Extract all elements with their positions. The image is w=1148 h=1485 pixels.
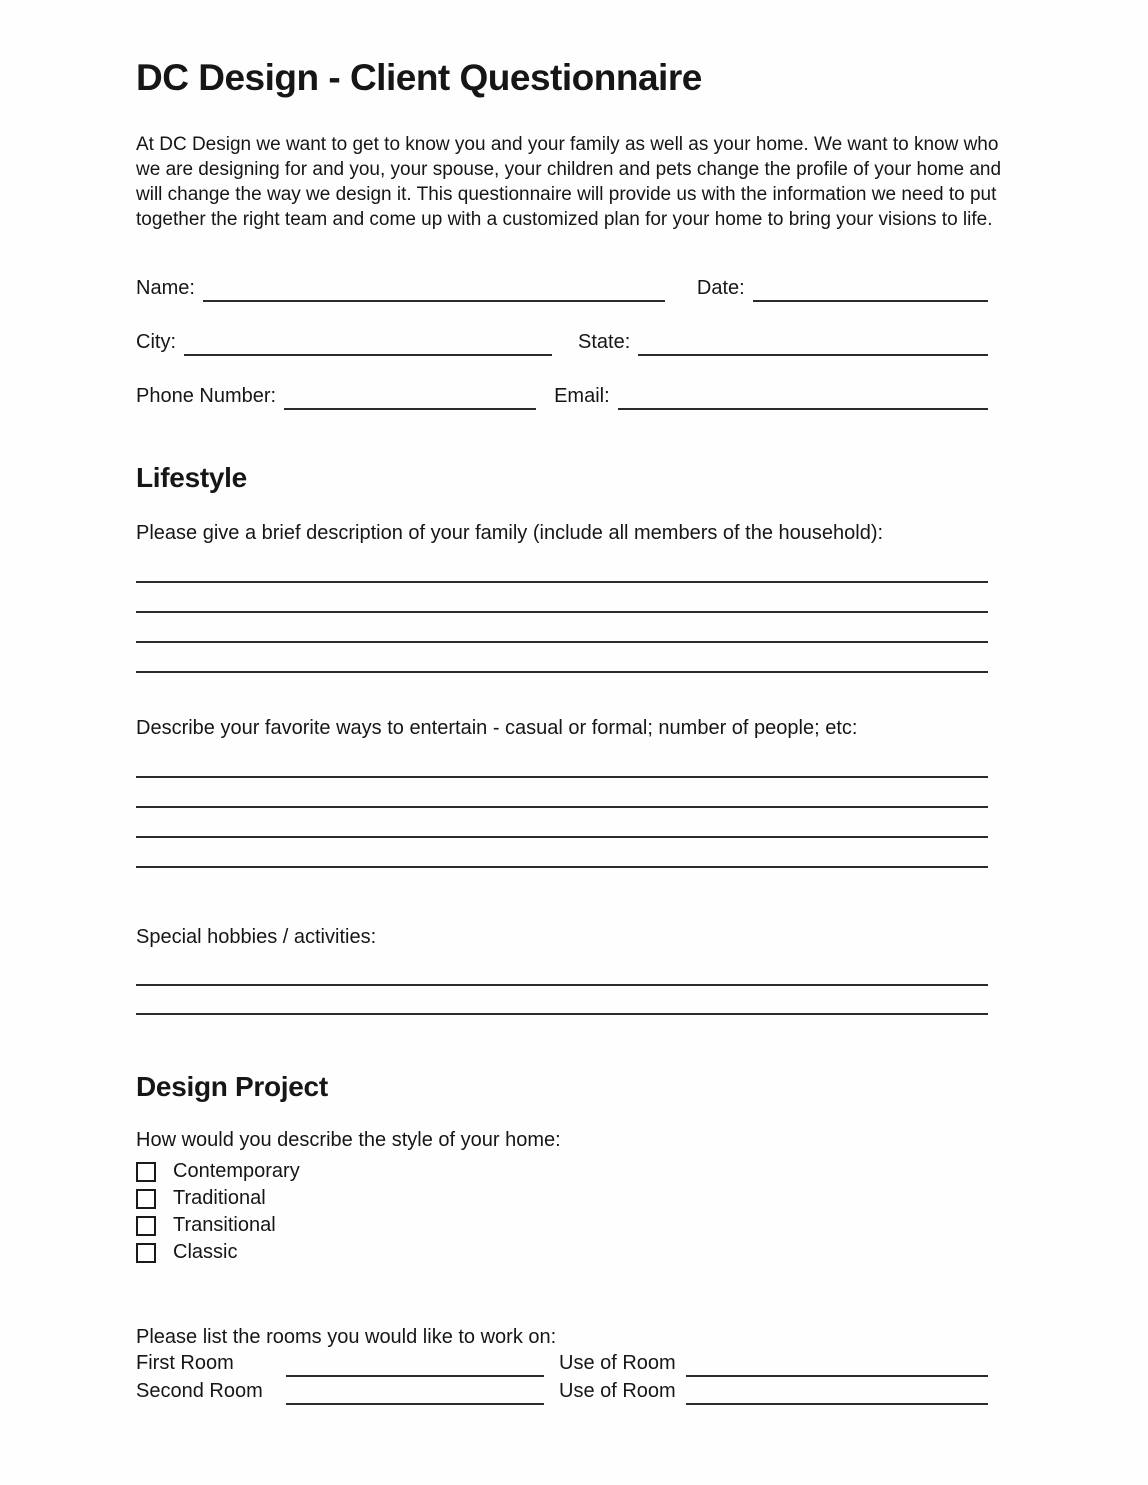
entertain-prompt: Describe your favorite ways to entertain - casual or formal; number of people; etc: (136, 717, 858, 739)
intro-line: At DC Design we want to get to know you and your family as well as your home. We want to know who (136, 134, 999, 155)
write-in-line[interactable] (136, 808, 988, 838)
write-in-line[interactable] (136, 838, 988, 868)
second-room-label: Second Room (136, 1380, 263, 1402)
write-in-line[interactable] (136, 986, 988, 1015)
write-in-line[interactable] (136, 613, 988, 643)
use-of-room-label: Use of Room (559, 1380, 676, 1402)
intro-line: will change the way we design it. This questionnaire will provide us with the information we need to put (136, 184, 997, 205)
city-label: City: (136, 331, 176, 353)
phone-email-row (136, 378, 988, 410)
entertain-lines (136, 748, 988, 868)
rooms-prompt: Please list the rooms you would like to work on: (136, 1326, 557, 1348)
email-label: Email: (554, 385, 610, 407)
date-label: Date: (696, 277, 745, 299)
style-option-label: Traditional (173, 1187, 266, 1209)
phone-field-line[interactable] (284, 378, 536, 410)
intro-line: we are designing for and you, your spouse, your children and pets change the profile of your home and (136, 159, 1002, 180)
write-in-line[interactable] (136, 553, 988, 583)
write-in-line[interactable] (136, 643, 988, 673)
name-date-row (136, 270, 988, 302)
checkbox-icon[interactable] (136, 1243, 156, 1263)
write-in-line[interactable] (136, 748, 988, 778)
email-field-line[interactable] (618, 378, 988, 410)
style-option-transitional[interactable] (136, 1212, 988, 1239)
intro-paragraph (136, 132, 1002, 232)
city-state-row (136, 324, 988, 356)
date-field-line[interactable] (753, 270, 988, 302)
style-option-label: Contemporary (173, 1160, 300, 1182)
name-label: Name: (136, 277, 195, 299)
hobbies-prompt: Special hobbies / activities: (136, 926, 377, 948)
state-label: State: (578, 331, 631, 353)
first-room-label: First Room (136, 1352, 234, 1374)
second-room-row (136, 1377, 988, 1405)
intro-line: together the right team and come up with a customized plan for your home to bring your visions to life. (136, 209, 993, 230)
write-in-line[interactable] (136, 957, 988, 986)
second-room-field-line[interactable] (286, 1377, 544, 1405)
style-option-contemporary[interactable] (136, 1158, 988, 1185)
use-of-room-label: Use of Room (559, 1352, 676, 1374)
hobbies-lines (136, 957, 988, 1015)
first-room-row (136, 1349, 988, 1377)
family-description-prompt: Please give a brief description of your family (include all members of the household): (136, 522, 884, 544)
family-description-lines (136, 553, 988, 673)
checkbox-icon[interactable] (136, 1216, 156, 1236)
page-title: DC Design - Client Questionnaire (136, 57, 702, 98)
style-option-label: Classic (173, 1241, 238, 1263)
state-field-line[interactable] (638, 324, 988, 356)
first-room-field-line[interactable] (286, 1349, 544, 1377)
name-field-line[interactable] (203, 270, 665, 302)
lifestyle-heading: Lifestyle (136, 462, 247, 493)
style-option-classic[interactable] (136, 1239, 988, 1266)
city-field-line[interactable] (184, 324, 552, 356)
checkbox-icon[interactable] (136, 1162, 156, 1182)
second-room-use-field-line[interactable] (686, 1377, 988, 1405)
phone-label: Phone Number: (136, 385, 277, 407)
home-style-options (136, 1158, 988, 1266)
write-in-line[interactable] (136, 583, 988, 613)
first-room-use-field-line[interactable] (686, 1349, 988, 1377)
contact-fields (136, 270, 988, 410)
style-option-traditional[interactable] (136, 1185, 988, 1212)
checkbox-icon[interactable] (136, 1189, 156, 1209)
design-project-heading: Design Project (136, 1071, 328, 1102)
style-option-label: Transitional (173, 1214, 276, 1236)
write-in-line[interactable] (136, 778, 988, 808)
home-style-question: How would you describe the style of your home: (136, 1129, 561, 1151)
